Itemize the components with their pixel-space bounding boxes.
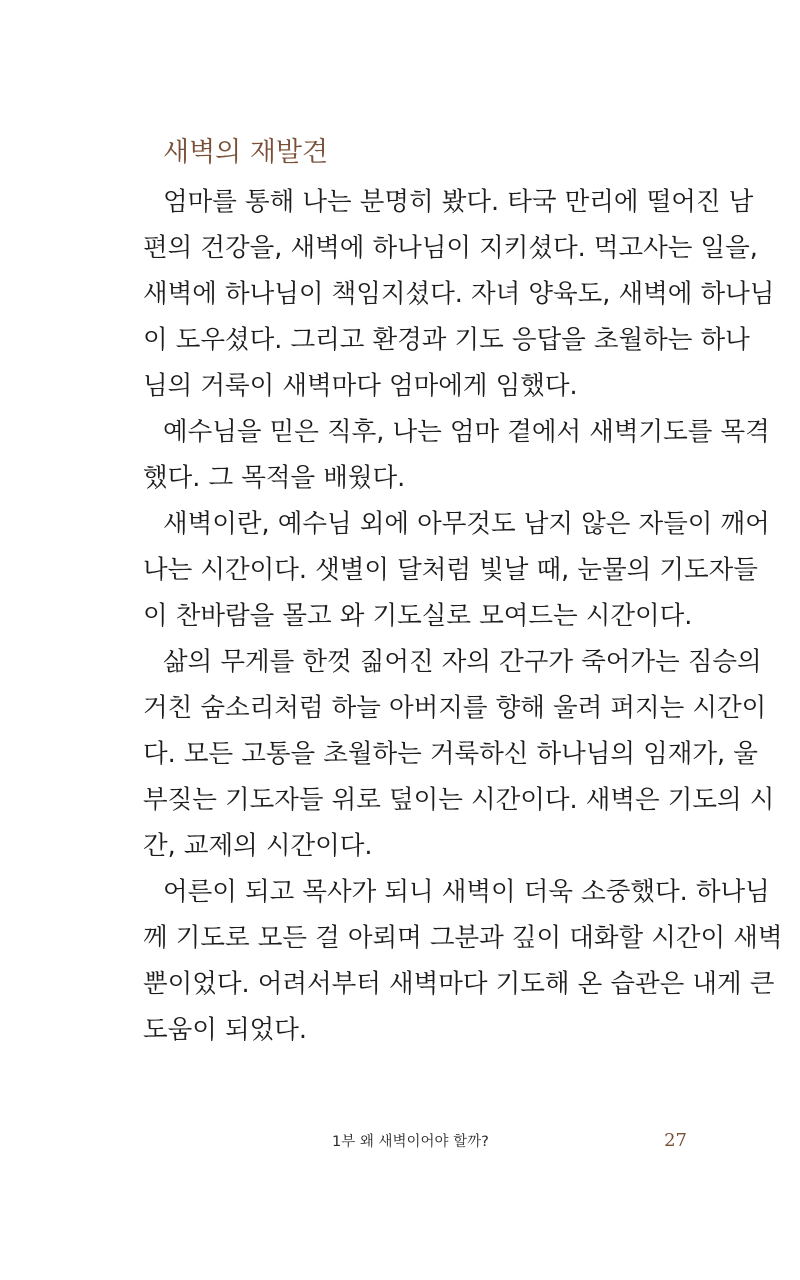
running-title: 1부 왜 새벽이어야 할까? bbox=[332, 1134, 489, 1150]
body-line: 했다. 그 목적을 배웠다. bbox=[143, 463, 406, 493]
body-line: 편의 건강을, 새벽에 하나님이 지키셨다. 먹고사는 일을, bbox=[143, 233, 758, 263]
body-line: 나는 시간이다. 샛별이 달처럼 빛날 때, 눈물의 기도자들 bbox=[143, 555, 758, 585]
body-line: 님의 거룩이 새벽마다 엄마에게 임했다. bbox=[143, 371, 578, 401]
body-line: 예수님을 믿은 직후, 나는 엄마 곁에서 새벽기도를 목격 bbox=[163, 417, 770, 447]
body-line: 엄마를 통해 나는 분명히 봤다. 타국 만리에 떨어진 남 bbox=[163, 187, 754, 217]
body-line: 간, 교제의 시간이다. bbox=[143, 831, 373, 861]
body-line: 거친 숨소리처럼 하늘 아버지를 향해 울려 퍼지는 시간이 bbox=[143, 693, 767, 723]
page-number: 27 bbox=[664, 1130, 687, 1151]
body-line: 부짖는 기도자들 위로 덮이는 시간이다. 새벽은 기도의 시 bbox=[143, 785, 775, 815]
body-line: 이 도우셨다. 그리고 환경과 기도 응답을 초월하는 하나 bbox=[143, 325, 750, 355]
body-line: 삶의 무게를 한껏 짊어진 자의 간구가 죽어가는 짐승의 bbox=[163, 647, 762, 677]
body-line: 뿐이었다. 어려서부터 새벽마다 기도해 온 습관은 내게 큰 bbox=[143, 969, 775, 999]
body-line: 께 기도로 모든 걸 아뢰며 그분과 깊이 대화할 시간이 새벽 bbox=[143, 923, 783, 953]
section-title: 새벽의 재발견 bbox=[163, 137, 329, 168]
body-line: 다. 모든 고통을 초월하는 거룩하신 하나님의 임재가, 울 bbox=[143, 739, 758, 769]
body-line: 도움이 되었다. bbox=[143, 1015, 308, 1045]
body-line: 새벽이란, 예수님 외에 아무것도 남지 않은 자들이 깨어 bbox=[163, 509, 770, 539]
body-line: 새벽에 하나님이 책임지셨다. 자녀 양육도, 새벽에 하나님 bbox=[143, 279, 775, 309]
body-line: 어른이 되고 목사가 되니 새벽이 더욱 소중했다. 하나님 bbox=[163, 877, 770, 907]
body-line: 이 찬바람을 몰고 와 기도실로 모여드는 시간이다. bbox=[143, 601, 693, 631]
